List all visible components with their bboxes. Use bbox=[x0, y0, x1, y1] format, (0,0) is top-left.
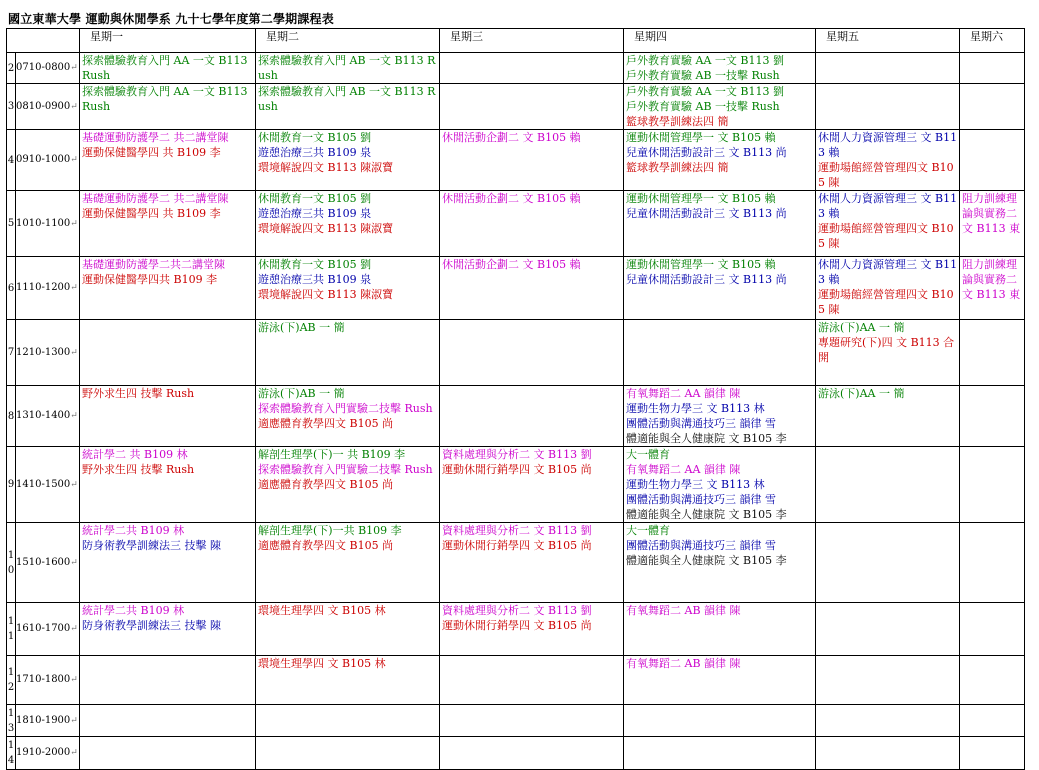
course-entry: 運動保健醫學四 共 B109 李 bbox=[82, 207, 221, 220]
course-entry: 體適能與全人健康院 文 B105 李 bbox=[626, 432, 787, 445]
course-cell bbox=[256, 386, 440, 447]
course-entry: 野外求生四 技擊 Rush bbox=[82, 463, 195, 476]
course-cell bbox=[816, 737, 960, 770]
course-entry: 團體活動與溝通技巧三 韻律 雪 bbox=[626, 539, 776, 552]
course-cell bbox=[256, 656, 440, 705]
course-cell bbox=[256, 705, 440, 737]
course-cell bbox=[816, 705, 960, 737]
course-cell bbox=[440, 523, 624, 603]
course-cell bbox=[440, 130, 624, 191]
course-entry: 有氧舞蹈二 AA 韻律 陳 bbox=[626, 463, 741, 476]
course-entry: 團體活動與溝通技巧三 韻律 雪 bbox=[626, 493, 776, 506]
period-time bbox=[16, 603, 80, 656]
course-cell bbox=[80, 53, 256, 84]
course-cell bbox=[256, 191, 440, 257]
course-entry: 探索體驗教育入門 AA 一文 B113Rush bbox=[82, 54, 248, 82]
course-entry: 休閒活動企劃二 文 B105 賴 bbox=[442, 131, 581, 144]
period-number bbox=[7, 130, 16, 191]
period-number-text: 7 bbox=[7, 347, 15, 358]
course-cell bbox=[256, 320, 440, 386]
course-cell bbox=[624, 523, 816, 603]
course-cell bbox=[960, 191, 1025, 257]
period-time-text: 1410-1500 bbox=[16, 478, 71, 490]
return-mark-icon: ↵ bbox=[70, 715, 78, 726]
period-number bbox=[7, 191, 16, 257]
period-row bbox=[7, 191, 1025, 257]
period-time bbox=[16, 84, 80, 130]
course-entry: 基礎運動防護學二 共二講堂陳 bbox=[82, 131, 229, 144]
course-entry: 運動保健醫學四 共 B109 李 bbox=[82, 146, 221, 159]
period-row bbox=[7, 320, 1025, 386]
period-row bbox=[7, 130, 1025, 191]
course-entry: 統計學二 共 B109 林 bbox=[82, 448, 188, 461]
course-cell bbox=[624, 737, 816, 770]
return-mark-icon: ↵ bbox=[70, 101, 78, 112]
day-header: 星期三 bbox=[440, 29, 624, 53]
period-number-text: 2 bbox=[7, 62, 15, 74]
course-entry: 環境生理學四 文 B105 林 bbox=[258, 604, 386, 617]
course-entry: 運動保健醫學四共 B109 李 bbox=[82, 273, 218, 286]
course-entry: 戶外教育實驗 AA 一文 B113 劉 bbox=[626, 54, 784, 67]
page-title: 國立東華大學 運動與休閒學系 九十七學年度第二學期課程表 bbox=[8, 12, 334, 26]
period-time bbox=[16, 130, 80, 191]
course-cell bbox=[624, 320, 816, 386]
period-number bbox=[7, 737, 16, 770]
course-entry: 休閒人力資源管理三 文 B113 賴 bbox=[818, 258, 958, 286]
course-entry: 環境解說四文 B113 陳淑寶 bbox=[258, 222, 394, 235]
course-cell bbox=[440, 386, 624, 447]
course-entry: 環境生理學四 文 B105 林 bbox=[258, 657, 386, 670]
period-row bbox=[7, 447, 1025, 523]
period-time-text: 0910-1000 bbox=[16, 154, 71, 165]
day-header: 星期五 bbox=[816, 29, 960, 53]
course-cell bbox=[80, 320, 256, 386]
course-entry: 休閒活動企劃二 文 B105 賴 bbox=[442, 258, 581, 271]
course-cell bbox=[960, 447, 1025, 523]
course-entry: 休閒人力資源管理三 文 B113 賴 bbox=[818, 192, 958, 220]
period-number-text: 11 bbox=[7, 616, 15, 642]
period-row bbox=[7, 84, 1025, 130]
course-entry: 遊憩治療三共 B109 泉 bbox=[258, 146, 372, 159]
course-cell bbox=[624, 257, 816, 320]
period-time-text: 1810-1900 bbox=[16, 714, 71, 726]
course-entry: 游泳(下)AA 一 簡 bbox=[818, 321, 905, 334]
course-cell bbox=[256, 130, 440, 191]
course-cell bbox=[80, 130, 256, 191]
period-number-text: 6 bbox=[7, 282, 15, 294]
course-cell bbox=[80, 257, 256, 320]
course-cell bbox=[624, 130, 816, 191]
course-entry: 游泳(下)AB 一 簡 bbox=[258, 321, 345, 334]
course-entry: 運動生物力學三 文 B113 林 bbox=[626, 478, 765, 491]
period-time bbox=[16, 447, 80, 523]
period-number bbox=[7, 656, 16, 705]
course-entry: 解剖生理學(下)一共 B109 李 bbox=[258, 524, 402, 537]
course-entry: 休閒人力資源管理三 文 B113 賴 bbox=[818, 131, 958, 159]
return-mark-icon: ↵ bbox=[70, 218, 78, 229]
course-cell bbox=[816, 386, 960, 447]
course-cell bbox=[960, 603, 1025, 656]
course-cell bbox=[80, 191, 256, 257]
course-entry: 戶外教育實驗 AB 一技擊 Rush bbox=[626, 69, 780, 82]
period-number bbox=[7, 447, 16, 523]
course-cell bbox=[816, 53, 960, 84]
period-time bbox=[16, 320, 80, 386]
day-header: 星期六 bbox=[960, 29, 1025, 53]
schedule-table bbox=[6, 28, 1025, 770]
course-entry: 防身術教學訓練法三 技擊 陳 bbox=[82, 539, 221, 552]
return-mark-icon: ↵ bbox=[70, 557, 78, 568]
course-cell bbox=[960, 257, 1025, 320]
period-number bbox=[7, 386, 16, 447]
course-entry: 兒童休閒活動設計三 文 B113 尚 bbox=[626, 146, 787, 159]
course-cell bbox=[960, 84, 1025, 130]
table-header-row bbox=[7, 29, 1025, 53]
day-header: 星期二 bbox=[256, 29, 440, 53]
course-entry: 體適能與全人健康院 文 B105 李 bbox=[626, 508, 787, 521]
day-header: 星期一 bbox=[80, 29, 256, 53]
course-cell bbox=[816, 84, 960, 130]
period-time bbox=[16, 386, 80, 447]
course-cell bbox=[440, 737, 624, 770]
period-time bbox=[16, 656, 80, 705]
course-entry: 大一體育 bbox=[626, 448, 670, 461]
period-row bbox=[7, 603, 1025, 656]
period-row bbox=[7, 523, 1025, 603]
period-number-text: 4 bbox=[7, 154, 15, 166]
course-entry: 休閒教育一文 B105 劉 bbox=[258, 192, 372, 205]
period-time-text: 1210-1300 bbox=[16, 346, 71, 358]
course-entry: 環境解說四文 B113 陳淑寶 bbox=[258, 288, 394, 301]
course-entry: 遊憩治療三共 B109 泉 bbox=[258, 207, 372, 220]
course-cell bbox=[624, 603, 816, 656]
course-entry: 基礎運動防護學二共二講堂陳 bbox=[82, 258, 225, 271]
period-time-text: 0710-0800 bbox=[16, 62, 71, 73]
course-entry: 有氧舞蹈二 AA 韻律 陳 bbox=[626, 387, 741, 400]
course-entry: 基礎運動防護學二 共二講堂陳 bbox=[82, 192, 229, 205]
course-entry: 探索體驗教育入門 AA 一文 B113 Rush bbox=[82, 85, 248, 113]
course-cell bbox=[80, 603, 256, 656]
course-entry: 統計學二共 B109 林 bbox=[82, 524, 185, 537]
course-cell bbox=[816, 523, 960, 603]
course-entry: 阻力訓練理論與實務二 文 B113 東 bbox=[962, 258, 1021, 301]
course-cell bbox=[816, 656, 960, 705]
course-entry: 大一體育 bbox=[626, 524, 670, 537]
course-entry: 休閒教育一文 B105 劉 bbox=[258, 131, 372, 144]
period-row bbox=[7, 705, 1025, 737]
course-entry: 運動場館經營管理四文 B105 陳 bbox=[818, 288, 954, 316]
period-number-text: 5 bbox=[7, 218, 15, 229]
course-cell bbox=[256, 523, 440, 603]
period-number-text: 10 bbox=[7, 549, 15, 576]
return-mark-icon: ↵ bbox=[70, 411, 78, 421]
course-cell bbox=[256, 447, 440, 523]
course-entry: 運動休閒行銷學四 文 B105 尚 bbox=[442, 463, 592, 476]
course-cell bbox=[256, 84, 440, 130]
return-mark-icon: ↵ bbox=[70, 748, 78, 758]
course-cell bbox=[960, 320, 1025, 386]
period-number-text: 9 bbox=[7, 479, 15, 490]
course-cell bbox=[80, 386, 256, 447]
period-time bbox=[16, 53, 80, 84]
course-entry: 戶外教育實驗 AB 一技擊 Rush bbox=[626, 100, 780, 113]
course-cell bbox=[440, 191, 624, 257]
course-entry: 有氧舞蹈二 AB 韻律 陳 bbox=[626, 604, 741, 617]
course-entry: 運動休閒行銷學四 文 B105 尚 bbox=[442, 539, 592, 552]
course-cell bbox=[960, 130, 1025, 191]
course-cell bbox=[440, 656, 624, 705]
course-entry: 適應體育教學四文 B105 尚 bbox=[258, 478, 394, 491]
period-time-text: 1110-1200 bbox=[16, 282, 71, 293]
course-entry: 戶外教育實驗 AA 一文 B113 劉 bbox=[626, 85, 784, 98]
course-entry: 資料處理與分析二 文 B113 劉 bbox=[442, 448, 592, 461]
course-cell bbox=[256, 53, 440, 84]
course-cell bbox=[440, 603, 624, 656]
return-mark-icon: ↵ bbox=[70, 479, 78, 490]
course-entry: 團體活動與溝通技巧三 韻律 雪 bbox=[626, 417, 776, 430]
course-cell bbox=[816, 447, 960, 523]
course-entry: 專題研究(下)四 文 B113 合開 bbox=[818, 336, 955, 364]
period-time-text: 1710-1800 bbox=[16, 674, 71, 685]
course-entry: 游泳(下)AA 一 簡 bbox=[818, 387, 905, 400]
course-entry: 籃球教學訓練法四 簡 bbox=[626, 115, 729, 128]
course-cell bbox=[440, 705, 624, 737]
period-number-text: 14 bbox=[7, 740, 15, 766]
return-mark-icon: ↵ bbox=[70, 283, 78, 293]
period-number-text: 12 bbox=[7, 667, 15, 693]
period-time bbox=[16, 523, 80, 603]
course-entry: 資料處理與分析二 文 B113 劉 bbox=[442, 524, 592, 537]
course-cell bbox=[624, 705, 816, 737]
period-number bbox=[7, 53, 16, 84]
course-cell bbox=[816, 191, 960, 257]
course-entry: 探索體驗教育入門 AB 一文 B113 Rush bbox=[258, 54, 436, 82]
course-entry: 體適能與全人健康院 文 B105 李 bbox=[626, 554, 787, 567]
return-mark-icon: ↵ bbox=[70, 63, 78, 73]
return-mark-icon: ↵ bbox=[70, 675, 78, 685]
course-cell bbox=[960, 523, 1025, 603]
course-cell bbox=[80, 705, 256, 737]
course-cell bbox=[80, 84, 256, 130]
course-cell bbox=[440, 320, 624, 386]
course-entry: 兒童休閒活動設計三 文 B113 尚 bbox=[626, 273, 787, 286]
course-cell bbox=[80, 737, 256, 770]
period-time-text: 0810-0900 bbox=[16, 100, 71, 112]
period-time bbox=[16, 705, 80, 737]
course-cell bbox=[80, 523, 256, 603]
day-header: 星期四 bbox=[624, 29, 816, 53]
course-entry: 防身術教學訓練法三 技擊 陳 bbox=[82, 619, 221, 632]
course-entry: 適應體育教學四文 B105 尚 bbox=[258, 539, 394, 552]
course-cell bbox=[816, 257, 960, 320]
period-number bbox=[7, 84, 16, 130]
period-time bbox=[16, 737, 80, 770]
course-cell bbox=[624, 191, 816, 257]
course-cell bbox=[440, 257, 624, 320]
header-corner bbox=[7, 29, 80, 53]
course-entry: 資料處理與分析二 文 B113 劉 bbox=[442, 604, 592, 617]
course-entry: 運動場館經營管理四文 B105 陳 bbox=[818, 222, 954, 250]
course-cell bbox=[624, 447, 816, 523]
course-cell bbox=[256, 737, 440, 770]
course-cell bbox=[256, 257, 440, 320]
course-cell bbox=[816, 320, 960, 386]
period-time-text: 1010-1100 bbox=[16, 217, 71, 229]
period-number bbox=[7, 320, 16, 386]
course-cell bbox=[816, 130, 960, 191]
course-cell bbox=[816, 603, 960, 656]
course-entry: 環境解說四文 B113 陳淑寶 bbox=[258, 161, 394, 174]
course-entry: 休閒教育一文 B105 劉 bbox=[258, 258, 372, 271]
period-row bbox=[7, 737, 1025, 770]
period-number-text: 8 bbox=[7, 410, 15, 422]
course-cell bbox=[960, 737, 1025, 770]
return-mark-icon: ↵ bbox=[70, 347, 78, 358]
course-entry: 運動生物力學三 文 B113 林 bbox=[626, 402, 765, 415]
course-cell bbox=[256, 603, 440, 656]
course-entry: 適應體育教學四文 B105 尚 bbox=[258, 417, 394, 430]
course-entry: 統計學二共 B109 林 bbox=[82, 604, 185, 617]
course-entry: 探索體驗教育入門實驗二技擊 Rush bbox=[258, 402, 433, 415]
course-cell bbox=[960, 656, 1025, 705]
period-time-text: 1510-1600 bbox=[16, 556, 71, 568]
course-entry: 野外求生四 技擊 Rush bbox=[82, 387, 195, 400]
return-mark-icon: ↵ bbox=[70, 624, 78, 634]
course-entry: 有氧舞蹈二 AB 韻律 陳 bbox=[626, 657, 741, 670]
course-cell bbox=[440, 84, 624, 130]
course-cell bbox=[440, 447, 624, 523]
course-entry: 運動休閒行銷學四 文 B105 尚 bbox=[442, 619, 592, 632]
course-cell bbox=[624, 386, 816, 447]
period-number bbox=[7, 705, 16, 737]
period-number bbox=[7, 523, 16, 603]
course-cell bbox=[80, 447, 256, 523]
course-cell bbox=[624, 53, 816, 84]
period-number bbox=[7, 257, 16, 320]
course-entry: 探索體驗教育入門 AB 一文 B113 Rush bbox=[258, 85, 436, 113]
course-cell bbox=[960, 386, 1025, 447]
course-entry: 運動休閒管理學一 文 B105 賴 bbox=[626, 131, 776, 144]
course-entry: 運動場館經營管理四文 B105 陳 bbox=[818, 161, 954, 189]
period-number-text: 3 bbox=[7, 101, 15, 112]
course-entry: 休閒活動企劃二 文 B105 賴 bbox=[442, 192, 581, 205]
course-cell bbox=[624, 656, 816, 705]
return-mark-icon: ↵ bbox=[70, 155, 78, 165]
course-cell bbox=[440, 53, 624, 84]
course-entry: 籃球教學訓練法四 簡 bbox=[626, 161, 729, 174]
course-entry: 遊憩治療三共 B109 泉 bbox=[258, 273, 372, 286]
course-entry: 運動休閒管理學一 文 B105 賴 bbox=[626, 258, 776, 271]
course-entry: 兒童休閒活動設計三 文 B113 尚 bbox=[626, 207, 787, 220]
period-row bbox=[7, 656, 1025, 705]
period-row bbox=[7, 53, 1025, 84]
period-time-text: 1910-2000 bbox=[16, 747, 71, 758]
course-entry: 解剖生理學(下)一 共 B109 李 bbox=[258, 448, 406, 461]
period-time-text: 1610-1700 bbox=[16, 623, 71, 634]
period-time bbox=[16, 257, 80, 320]
period-time-text: 1310-1400 bbox=[16, 410, 71, 421]
course-cell bbox=[624, 84, 816, 130]
period-row bbox=[7, 386, 1025, 447]
period-time bbox=[16, 191, 80, 257]
course-entry: 探索體驗教育入門實驗二技擊 Rush bbox=[258, 463, 433, 476]
period-number-text: 13 bbox=[7, 707, 15, 734]
course-entry: 運動休閒管理學一 文 B105 賴 bbox=[626, 192, 776, 205]
course-entry: 阻力訓練理論與實務二 文 B113 東 bbox=[962, 192, 1021, 235]
course-cell bbox=[960, 705, 1025, 737]
period-number bbox=[7, 603, 16, 656]
period-row bbox=[7, 257, 1025, 320]
course-entry: 游泳(下)AB 一 簡 bbox=[258, 387, 345, 400]
course-cell bbox=[960, 53, 1025, 84]
course-cell bbox=[80, 656, 256, 705]
